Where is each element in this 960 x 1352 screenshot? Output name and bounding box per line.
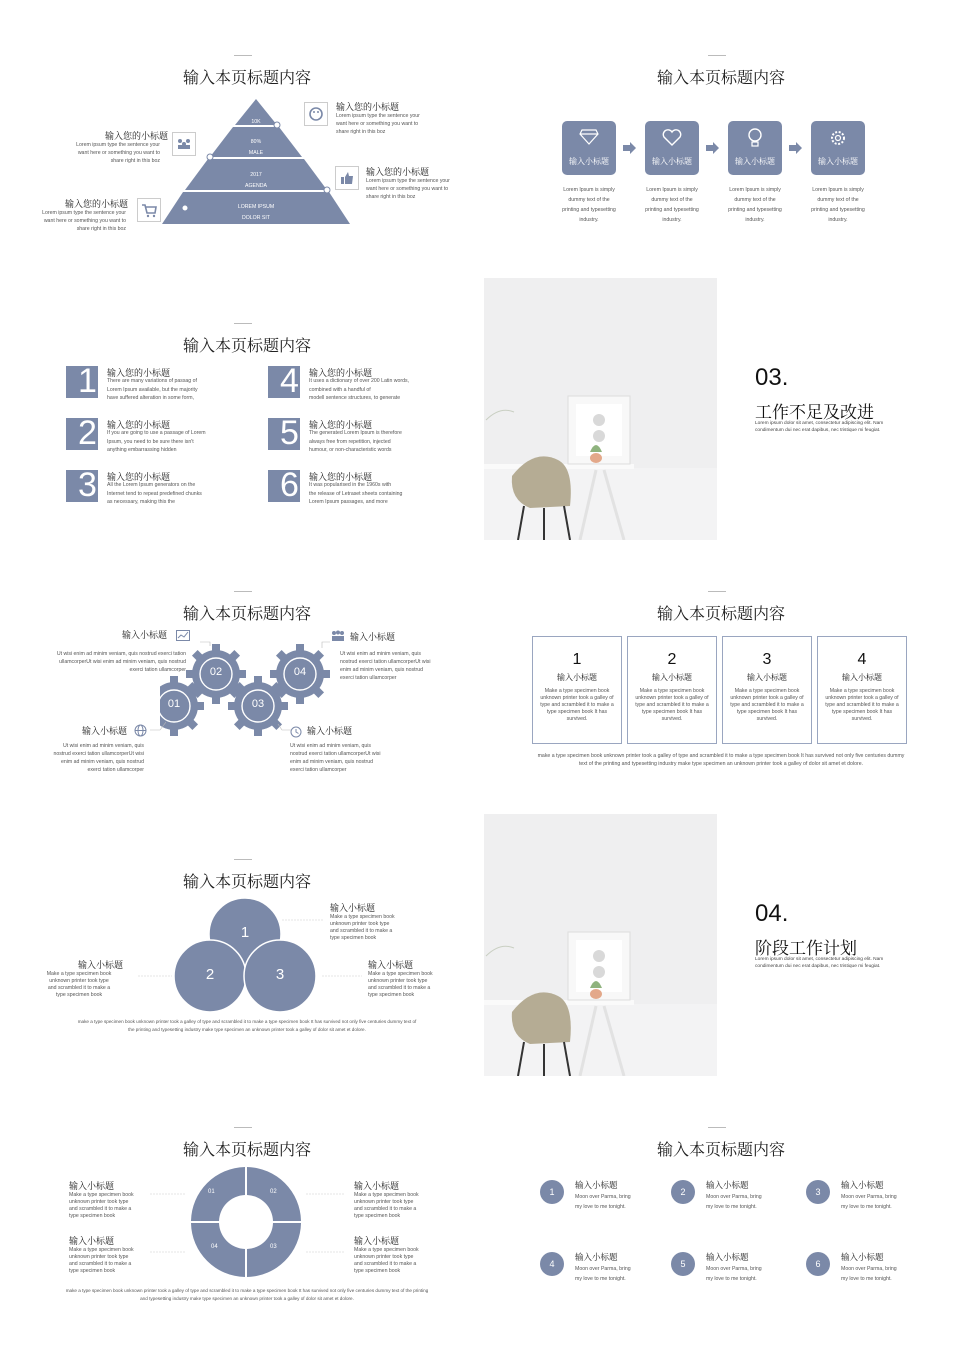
callout-body: Make a type specimen book unknown printer took type and scrambled it to make a type specimen book: [330, 914, 395, 941]
circle-body: Moon over Parma, bring my love to me tonight.: [841, 1194, 897, 1210]
circle-heading: 输入小标题: [575, 1180, 618, 1190]
circle-body: Moon over Parma, bring my love to me tonight.: [575, 1194, 631, 1210]
section-heading: 阶段工作计划: [755, 939, 857, 958]
circle-heading: 输入小标题: [841, 1180, 884, 1190]
item-body: There are many variations of passag of Lorem Ipsum available, but the majority have suffered alteration in some form,: [107, 378, 198, 401]
cart-icon: [137, 198, 161, 222]
card: [817, 636, 907, 744]
chart-icon: [176, 630, 190, 641]
circle-number: 1: [540, 1180, 564, 1204]
level-label: 2017: [250, 172, 262, 178]
slide-title: 输入本页标题内容: [182, 874, 311, 891]
step-box: [562, 121, 616, 175]
connector-lines: [10, 814, 484, 1076]
globe-icon: [134, 724, 147, 737]
level-label: DOLOR SIT: [242, 215, 270, 221]
slide-cards: [484, 546, 958, 808]
title-rule: [234, 323, 252, 324]
circle-heading: 输入小标题: [706, 1180, 749, 1190]
bulb-icon: [747, 127, 763, 149]
circle-number: 3: [806, 1180, 830, 1204]
cards-footer: make a type specimen book unknown printer took a galley of type and scrambled it to make a type specimen book It has survived not only five centuries dummy text of the printing and typesetting industry make type specimen an unknown printer took a galley of dolor sit amet et dolore.: [537, 753, 905, 767]
step-caption: Lorem Ipsum is simply dummy text of the printing and typesetting industry.: [645, 187, 699, 223]
slide-ring: [10, 1082, 484, 1344]
callout-body: Lorem ipsum type the sentence your want here or something you want to share right in this boz: [336, 113, 420, 135]
circle-heading: 输入小标题: [575, 1252, 618, 1262]
callout-body: Make a type specimen book unknown printer took type and scrambled it to make a type specimen book: [69, 1247, 134, 1274]
section-body: Lorem ipsum dolor sit amet, consectetur adipiscing elit. Nam condimentum dui nec erat dapibus, nec tristique mi feugiat.: [755, 421, 884, 433]
item-heading: 输入您的小标题: [107, 472, 171, 482]
section-heading: 工作不足及改进: [755, 403, 874, 422]
item-body: All the Lorem Ipsum generators on the Internet tend to repeat predefined chunks as necessary, making this the: [107, 482, 202, 505]
item-heading: 输入您的小标题: [309, 472, 373, 482]
circle-number: 4: [540, 1252, 564, 1276]
step-label: 输入小标题: [818, 157, 858, 166]
callout-heading: 输入小标题: [69, 1181, 115, 1191]
callout-heading: 输入小标题: [307, 726, 353, 736]
callout-body: Lorem ipsum type the sentence your want here or something you want to share right in this boz: [366, 178, 450, 200]
venn-footer: make a type specimen book unknown printer took a galley of type and scrambled it to make a type specimen book It has survived not only five centuries dummy text of the printing and typesetting industry make type specimen an unknown printer took a galley of dolor sit amet et dolore.: [77, 1019, 417, 1032]
item-number: 4: [280, 362, 299, 400]
callout-heading: 输入小标题: [122, 630, 168, 640]
slide-title: 输入本页标题内容: [656, 1142, 785, 1159]
callout-heading: 输入小标题: [82, 726, 128, 736]
card-number: 1: [572, 651, 582, 668]
item-number: 3: [78, 466, 97, 504]
item-heading: 输入您的小标题: [107, 420, 171, 430]
section-number: 04.: [755, 900, 789, 927]
card-body: Make a type specimen book unknown printer took a galley of type and scrambled it to make a type specimen book It has survived.: [540, 688, 614, 722]
slide-venn: [10, 814, 484, 1076]
section-body: Lorem ipsum dolor sit amet, consectetur adipiscing elit. Nam condimentum dui nec erat dapibus, nec tristique mi feugiat.: [755, 957, 884, 969]
title-rule: [708, 1127, 726, 1128]
ring-number: 02: [270, 1189, 277, 1195]
callout-body: Make a type specimen book unknown printer took type and scrambled it to make a type specimen book: [368, 971, 433, 998]
circle-heading: 输入小标题: [706, 1252, 749, 1262]
venn-number: 3: [275, 966, 285, 983]
slide-section-04: [484, 814, 958, 1076]
callout-heading: 输入您的小标题: [366, 167, 430, 177]
slide-title: 输入本页标题内容: [656, 70, 785, 87]
steps-row: [562, 121, 882, 251]
arrow-right-icon: [622, 141, 638, 155]
slide-numbered: [10, 278, 484, 540]
callout-body: Ut wisi enim ad minim veniam, quis nostrud exerci tation ullamcorperUt wisi enim ad minim veniam, quis nostrud exerci tation ullamcorper: [53, 743, 144, 773]
slide-title: 输入本页标题内容: [182, 70, 311, 87]
heart-icon: [662, 129, 682, 147]
section-number: 03.: [755, 364, 789, 391]
callout-heading: 输入您的小标题: [64, 199, 128, 209]
gear-number: 01: [167, 698, 181, 710]
circle-number: 5: [671, 1252, 695, 1276]
level-label: 80%: [250, 139, 262, 145]
callout-body: Ut wisi enim ad minim veniam, quis nostrud exerci tation ullamcorperUt wisi enim ad minim veniam, quis nostrud exerci tation ullamcorper: [340, 651, 431, 681]
diamond-icon: [579, 129, 599, 145]
callout-body: Make a type specimen book unknown printer took type and scrambled it to make a type specimen book: [69, 1192, 134, 1219]
circle-number: 2: [671, 1180, 695, 1204]
item-number: 5: [280, 414, 299, 452]
slide-title: 输入本页标题内容: [182, 606, 311, 623]
arrow-right-icon: [705, 141, 721, 155]
card-number: 2: [667, 651, 677, 668]
step-label: 输入小标题: [569, 157, 609, 166]
group-icon: [330, 630, 346, 642]
step-caption: Lorem Ipsum is simply dummy text of the printing and typesetting industry.: [728, 187, 782, 223]
callout-heading: 输入小标题: [330, 903, 376, 913]
item-heading: 输入您的小标题: [309, 368, 373, 378]
circle-body: Moon over Parma, bring my love to me tonight.: [706, 1194, 762, 1210]
callout-body: Lorem ipsum type the sentence your want here or something you want to share right in this boz: [42, 210, 126, 232]
ring-number: 03: [270, 1244, 277, 1250]
title-rule: [708, 591, 726, 592]
palette-icon: [304, 102, 328, 126]
office-photo: [484, 814, 717, 1076]
slide-title: 输入本页标题内容: [656, 606, 785, 623]
ring-number: 01: [208, 1189, 215, 1195]
slide-title: 输入本页标题内容: [182, 338, 311, 355]
ring-number: 04: [211, 1244, 218, 1250]
item-number: 2: [78, 414, 97, 452]
step-label: 输入小标题: [652, 157, 692, 166]
gear-number: 04: [293, 666, 307, 678]
card-body: Make a type specimen book unknown printer took a galley of type and scrambled it to make a type specimen book It has survived.: [730, 688, 804, 722]
card-label: 输入小标题: [842, 673, 882, 682]
venn-number: 2: [205, 966, 215, 983]
title-rule: [708, 55, 726, 56]
level-label: AGENDA: [245, 183, 267, 189]
step-box: [645, 121, 699, 175]
callout-heading: 输入小标题: [350, 632, 396, 642]
circle-body: Moon over Parma, bring my love to me tonight.: [575, 1266, 631, 1282]
card-body: Make a type specimen book unknown printer took a galley of type and scrambled it to make a type specimen book It has survived.: [635, 688, 709, 722]
card: [532, 636, 622, 744]
gear-number: 03: [251, 698, 265, 710]
card: [627, 636, 717, 744]
step-label: 输入小标题: [735, 157, 775, 166]
step-caption: Lorem Ipsum is simply dummy text of the printing and typesetting industry.: [811, 187, 865, 223]
callout-heading: 输入您的小标题: [336, 102, 400, 112]
circle-heading: 输入小标题: [841, 1252, 884, 1262]
level-label: MALE: [248, 150, 264, 156]
gear-icon: [828, 128, 848, 148]
item-heading: 输入您的小标题: [309, 420, 373, 430]
callout-heading: 输入小标题: [78, 960, 124, 970]
slide-gears: [10, 546, 484, 808]
item-heading: 输入您的小标题: [107, 368, 171, 378]
item-body: If you are going to use a passage of Lorem Ipsum, you need to be sure there isn't anything embarrassing hidden: [107, 430, 206, 453]
card-number: 4: [857, 651, 867, 668]
slide-steps: [484, 10, 958, 272]
people-icon: [172, 132, 196, 156]
callout-heading: 输入小标题: [354, 1236, 400, 1246]
gear-number: 02: [209, 666, 223, 678]
step-box: [728, 121, 782, 175]
circle-body: Moon over Parma, bring my love to me tonight.: [841, 1266, 897, 1282]
arrow-right-icon: [788, 141, 804, 155]
item-body: The generated Lorem Ipsum is therefore always free from repetition, injected humour, or non-characteristic words: [309, 430, 402, 453]
level-label: LOREM IPSUM: [237, 204, 275, 210]
step-caption: Lorem Ipsum is simply dummy text of the printing and typesetting industry.: [562, 187, 616, 223]
circle-body: Moon over Parma, bring my love to me tonight.: [706, 1266, 762, 1282]
circle-number: 6: [806, 1252, 830, 1276]
slide-section-03: [484, 278, 958, 540]
card-label: 输入小标题: [652, 673, 692, 682]
slide-circles: [484, 1082, 958, 1344]
office-photo: [484, 278, 717, 540]
callout-heading: 输入小标题: [354, 1181, 400, 1191]
card: [722, 636, 812, 744]
title-rule: [234, 55, 252, 56]
callout-heading: 输入小标题: [368, 960, 414, 970]
thumbs-up-icon: [335, 166, 359, 190]
slide-pyramid: [10, 10, 484, 272]
callout-body: Make a type specimen book unknown printer took type and scrambled it to make a type specimen book: [354, 1192, 419, 1219]
item-body: It uses a dictionary of over 200 Latin words, combined with a handful of modell sentence structures, to generate: [309, 378, 410, 401]
card-body: Make a type specimen book unknown printer took a galley of type and scrambled it to make a type specimen book It has survived.: [825, 688, 899, 722]
venn-number: 1: [240, 924, 250, 941]
card-label: 输入小标题: [557, 673, 597, 682]
ring-footer: make a type specimen book unknown printer took a galley of type and scrambled it to make a type specimen book It has survived not only five centuries dummy text of the printing and typesetting industry make type specimen an unknown printer took a galley of dolor sit amet et dolore.: [65, 1288, 429, 1301]
callout-body: Ut wisi enim ad minim veniam, quis nostrud exerci tation ullamcorperUt wisi enim ad minim veniam, quis nostrud exerci tation ullamcorper: [56, 651, 186, 673]
callout-body: Make a type specimen book unknown printer took type and scrambled it to make a type specimen book: [354, 1247, 419, 1274]
item-body: It was popularised in the 1960s with the release of Letraset sheets containing Lorem Ipsum passages, and more: [309, 482, 403, 505]
step-box: [811, 121, 865, 175]
callout-body: Make a type specimen book unknown printer took type and scrambled it to make a type specimen book: [46, 971, 112, 998]
item-number: 6: [280, 466, 299, 504]
slide-title: 输入本页标题内容: [182, 1142, 311, 1159]
item-number: 1: [78, 362, 97, 400]
level-label: 10K: [251, 119, 261, 125]
callout-body: Lorem ipsum type the sentence your want here or something you want to share right in this boz: [76, 142, 160, 164]
callout-heading: 输入小标题: [69, 1236, 115, 1246]
callout-body: Ut wisi enim ad minim veniam, quis nostrud exerci tation ullamcorperUt wisi enim ad minim veniam, quis nostrud exerci tation ullamcorper: [290, 743, 381, 773]
card-label: 输入小标题: [747, 673, 787, 682]
callout-heading: 输入您的小标题: [104, 131, 168, 141]
card-number: 3: [762, 651, 772, 668]
clock-icon: [290, 726, 302, 738]
